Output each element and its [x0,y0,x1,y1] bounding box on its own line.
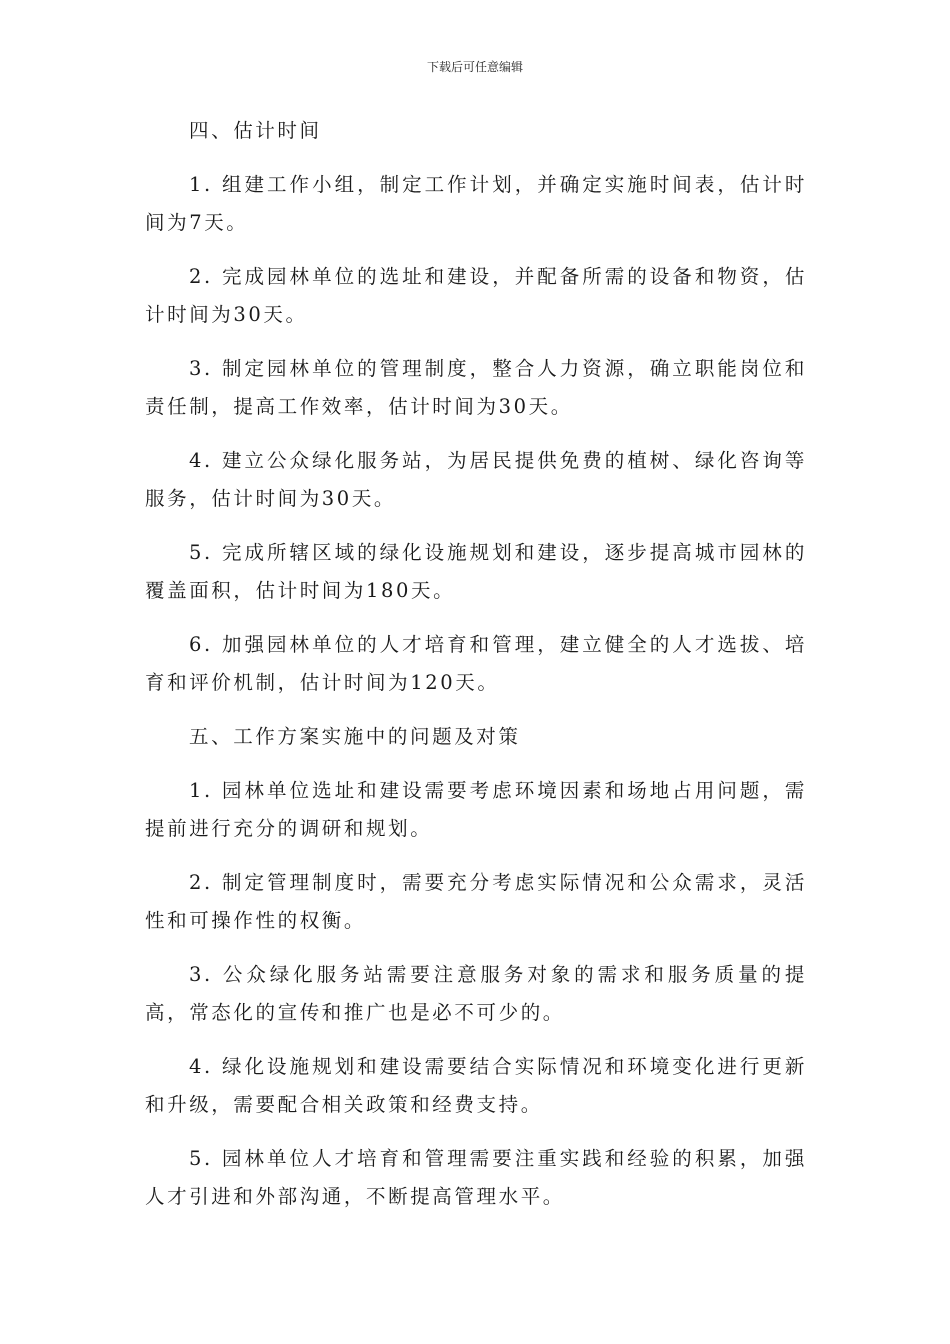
paragraph: 6. 加强园林单位的人才培育和管理，建立健全的人才选拔、培育和评价机制，估计时间为120天。 [145,633,807,694]
paragraph: 1. 园林单位选址和建设需要考虑环境因素和场地占用问题，需提前进行充分的调研和规划。 [145,779,807,840]
paragraph: 4. 绿化设施规划和建设需要结合实际情况和环境变化进行更新和升级，需要配合相关政策和经费支持。 [145,1055,807,1116]
paragraph: 5. 完成所辖区域的绿化设施规划和建设，逐步提高城市园林的覆盖面积，估计时间为180天。 [145,541,807,602]
section-heading-problems-countermeasures: 五、工作方案实施中的问题及对策 [189,725,521,748]
header-note: 下载后可任意编辑 [426,60,523,74]
paragraph: 3. 制定园林单位的管理制度，整合人力资源，确立职能岗位和责任制，提高工作效率，估计时间为30天。 [145,357,807,418]
paragraph: 1. 组建工作小组，制定工作计划，并确定实施时间表，估计时间为7天。 [145,173,807,234]
paragraph: 3. 公众绿化服务站需要注意服务对象的需求和服务质量的提高，常态化的宣传和推广也是必不可少的。 [145,963,807,1024]
paragraph: 2. 完成园林单位的选址和建设，并配备所需的设备和物资，估计时间为30天。 [145,265,807,326]
paragraph: 2. 制定管理制度时，需要充分考虑实际情况和公众需求，灵活性和可操作性的权衡。 [145,871,807,932]
paragraph: 4. 建立公众绿化服务站，为居民提供免费的植树、绿化咨询等服务，估计时间为30天。 [145,449,807,510]
document-body [145,112,807,1232]
paragraph: 5. 园林单位人才培育和管理需要注重实践和经验的积累，加强人才引进和外部沟通，不断提高管理水平。 [145,1147,807,1208]
section-heading-estimated-time: 四、估计时间 [189,119,322,142]
